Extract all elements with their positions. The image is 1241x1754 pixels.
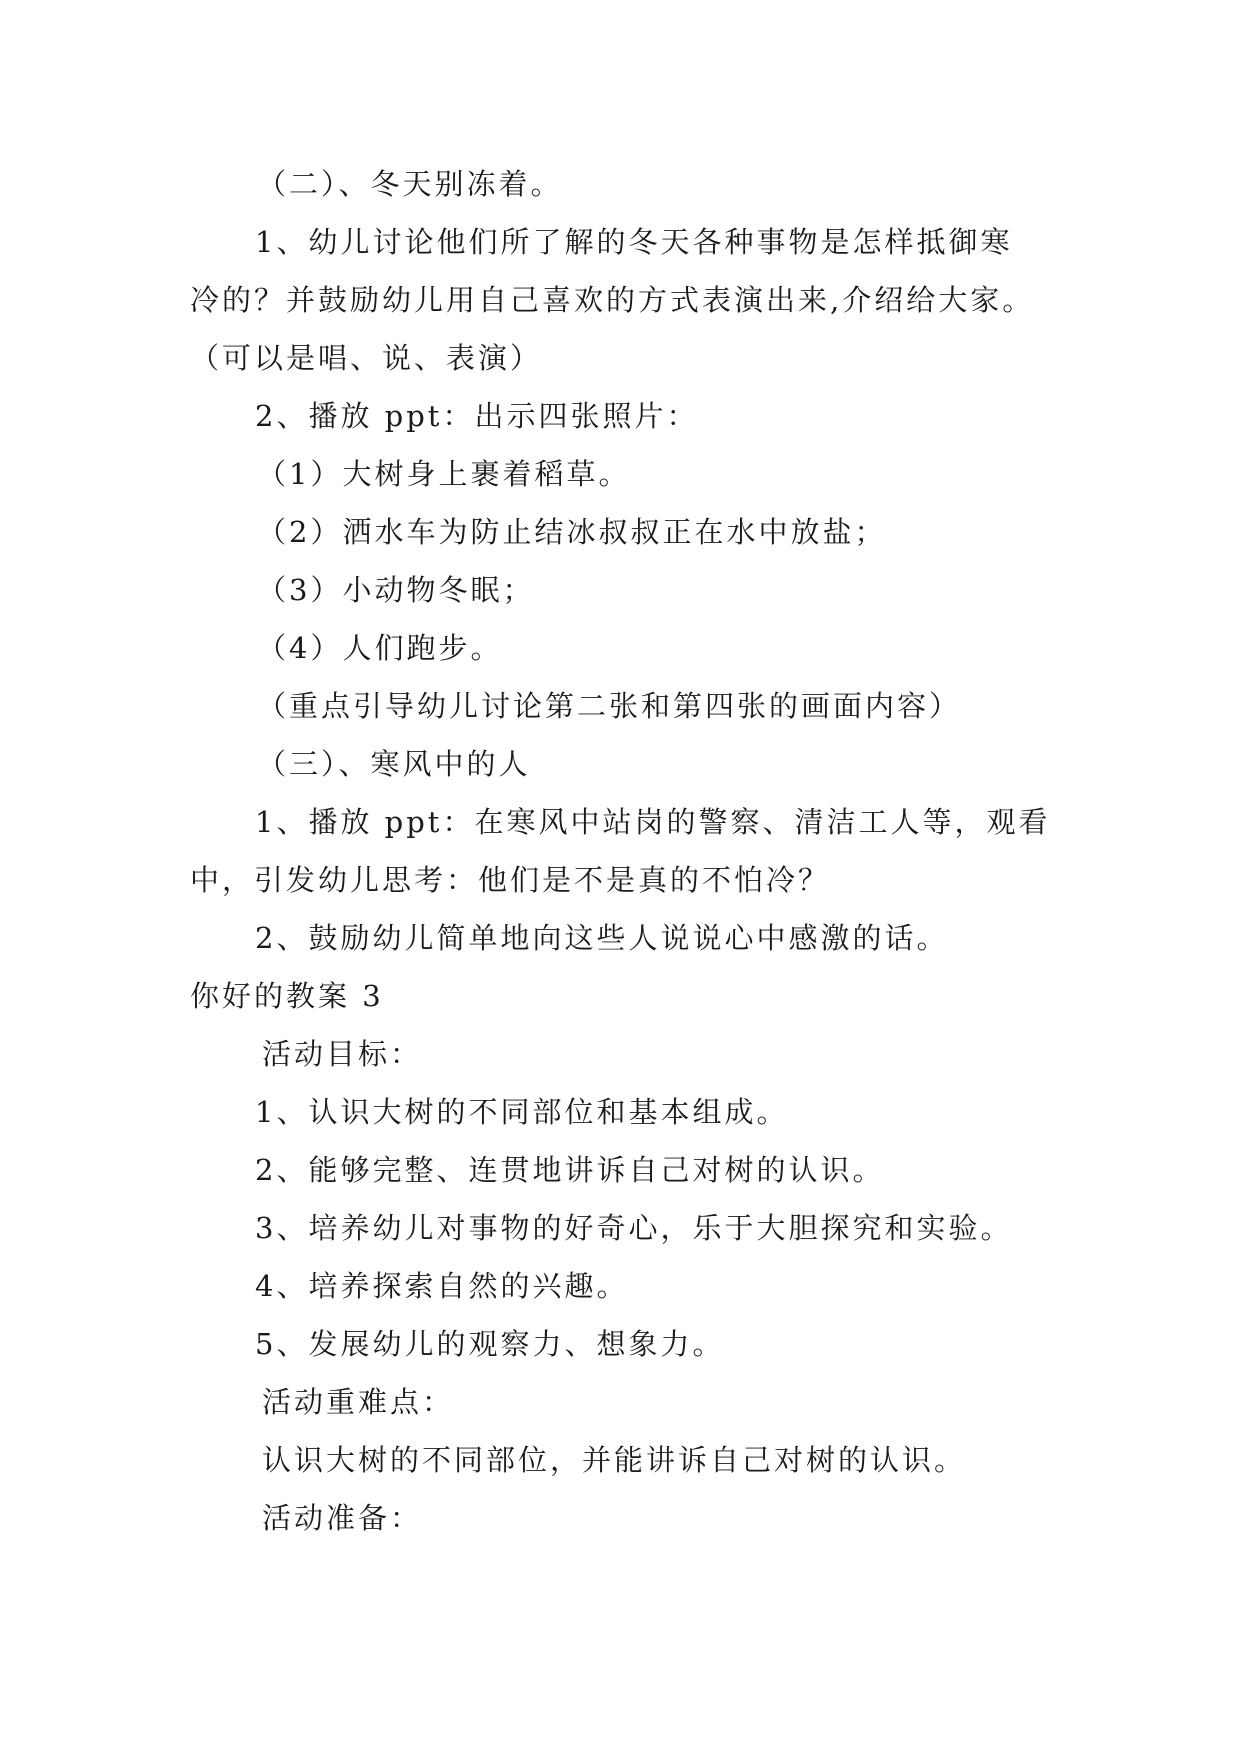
paragraph-line: 2、播放 ppt：出示四张照片： — [255, 399, 699, 433]
section-heading-3: （三）、寒风中的人 — [257, 747, 531, 781]
list-item: 4、培养探索自然的兴趣。 — [255, 1269, 629, 1303]
paragraph-line: 1、播放 ppt：在寒风中站岗的警察、清洁工人等，观看 — [255, 805, 1051, 839]
list-item: （3）小动物冬眠； — [257, 573, 535, 607]
list-item: 1、认识大树的不同部位和基本组成。 — [255, 1095, 789, 1129]
section-heading-2: （二）、冬天别冻着。 — [257, 167, 563, 201]
lesson-plan-title: 你好的教案 3 — [190, 979, 384, 1013]
paragraph-line: 中，引发幼儿思考：他们是不是真的不怕冷？ — [190, 863, 831, 897]
list-item: （4）人们跑步。 — [257, 631, 503, 665]
paragraph-line: 认识大树的不同部位，并能讲诉自己对树的认识。 — [262, 1443, 967, 1477]
paragraph-line: （可以是唱、说、表演） — [190, 341, 543, 375]
list-item: 2、能够完整、连贯地讲诉自己对树的认识。 — [255, 1153, 885, 1187]
activity-goals-heading: 活动目标： — [262, 1037, 423, 1071]
key-points-heading: 活动重难点： — [262, 1385, 455, 1419]
list-item: （1）大树身上裹着稻草。 — [257, 457, 631, 491]
list-item: 5、发展幼儿的观察力、想象力。 — [255, 1327, 725, 1361]
list-item: （2）洒水车为防止结冰叔叔正在水中放盐； — [257, 515, 887, 549]
list-item: 3、培养幼儿对事物的好奇心，乐于大胆探究和实验。 — [255, 1211, 1013, 1245]
preparation-heading: 活动准备： — [262, 1501, 423, 1535]
paragraph-line: 1、幼儿讨论他们所了解的冬天各种事物是怎样抵御寒 — [255, 225, 1013, 259]
paragraph-line: （重点引导幼儿讨论第二张和第四张的画面内容） — [257, 689, 962, 723]
paragraph-line: 2、鼓励幼儿简单地向这些人说说心中感激的话。 — [255, 921, 949, 955]
paragraph-line: 冷的？并鼓励幼儿用自己喜欢的方式表演出来,介绍给大家。 — [190, 283, 1035, 317]
